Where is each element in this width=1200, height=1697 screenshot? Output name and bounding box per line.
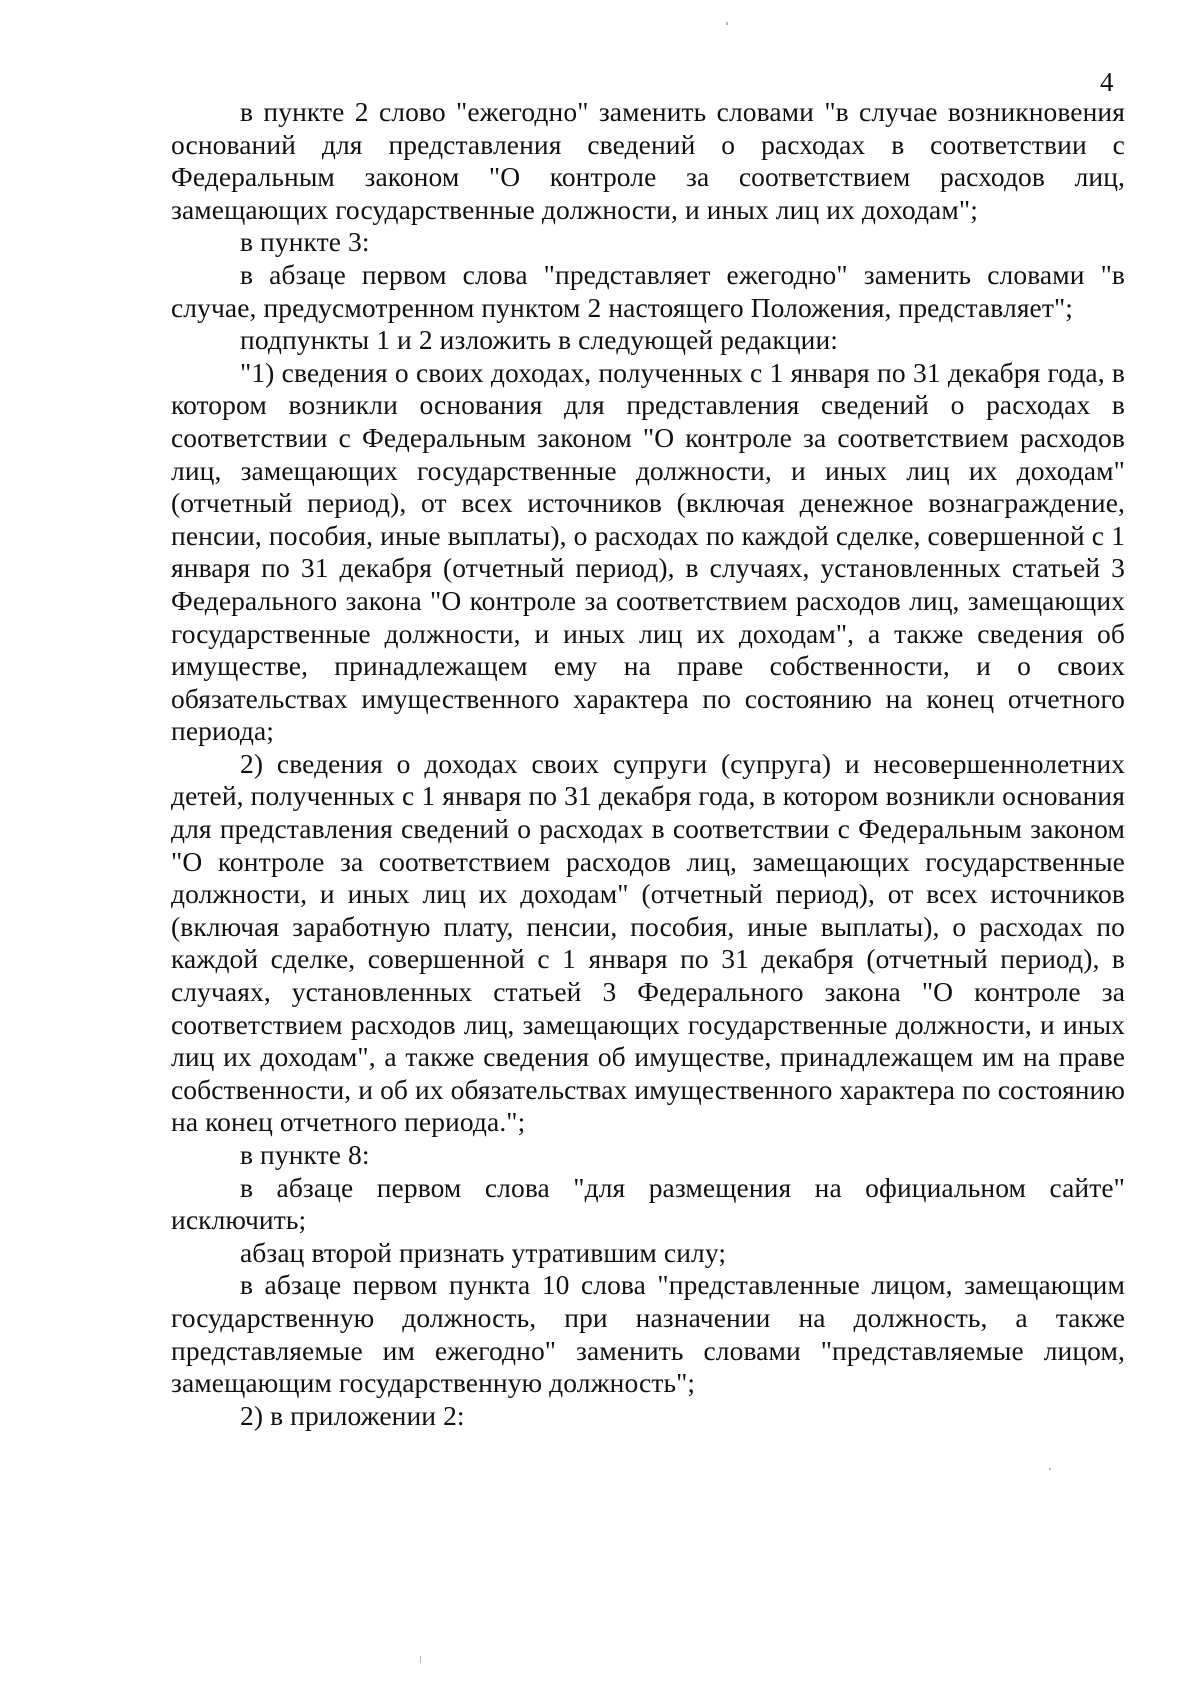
paragraph-punkt-3-heading: в пункте 3: bbox=[240, 226, 370, 258]
paragraph-prilozhenie-2: 2) в приложении 2: bbox=[240, 1399, 465, 1431]
paragraph-punkt-3-abzac-1: в абзаце первом слова "представляет ежегодно" заменить словами "в случае, предусмотренном пунктом 2 настоящего Положения, представляет"; bbox=[171, 258, 1125, 323]
scan-speck bbox=[726, 22, 728, 25]
paragraph-punkt-8-abzac-2: абзац второй признать утратившим силу; bbox=[240, 1236, 727, 1268]
paragraph-podpunkty-intro: подпункты 1 и 2 изложить в следующей редакции: bbox=[240, 324, 839, 356]
document-body bbox=[171, 96, 1125, 1432]
paragraph-punkt-8-abzac-1: в абзаце первом слова "для размещения на официальном сайте" исключить; bbox=[171, 1171, 1125, 1236]
paragraph-punkt-2: в пункте 2 слово "ежегодно" заменить словами "в случае возникновения оснований для представления сведений о расходах в соответствии с Федеральным законом "О контроле за соответствием расходов лиц, замещающих государственные должности, и иных лиц их доходам"; bbox=[171, 96, 1125, 225]
scan-speck bbox=[420, 1656, 421, 1663]
paragraph-podpunkt-1: "1) сведения о своих доходах, полученных с 1 января по 31 декабря года, в котором возникли основания для представления сведений о расходах в соответствии с Федеральным законом "О контроле за соответствием расходов лиц, замещающих государственные должности, и иных лиц их доходам" (отчетный период), от всех источников (включая денежное вознаграждение, пенсии, пособия, иные выплаты), о расходах по каждой сделке, совершенной с 1 января по 31 декабря (отчетный период), в случаях, установленных статьей 3 Федерального закона "О контроле за соответствием расходов лиц, замещающих государственные должности, и иных лиц их доходам", а также сведения об имуществе, принадлежащем ему на праве собственности, и о своих обязательствах имущественного характера по состоянию на конец отчетного периода; bbox=[171, 356, 1125, 747]
scan-speck bbox=[1049, 1468, 1051, 1470]
page-number: 4 bbox=[1100, 67, 1114, 97]
paragraph-podpunkt-2: 2) сведения о доходах своих супруги (супруга) и несовершеннолетних детей, полученных с 1 января по 31 декабря года, в котором возникли основания для представления сведений о расходах в соответствии с Федеральным законом "О контроле за соответствием расходов лиц, замещающих государственные должности, и иных лиц их доходам" (отчетный период), от всех источников (включая заработную плату, пенсии, пособия, иные выплаты), о расходах по каждой сделке, совершенной с 1 января по 31 декабря (отчетный период), в случаях, установленных статьей 3 Федерального закона "О контроле за соответствием расходов лиц, замещающих государственные должности, и иных лиц их доходам", а также сведения об имуществе, принадлежащем им на праве собственности, и об их обязательствах имущественного характера по состоянию на конец отчетного периода."; bbox=[171, 747, 1125, 1138]
paragraph-punkt-8-heading: в пункте 8: bbox=[240, 1139, 370, 1170]
paragraph-punkt-10: в абзаце первом пункта 10 слова "представленные лицом, замещающим государственную должность, при назначении на должность, а также представляемые им ежегодно" заменить словами "представляемые лицом, замещающим государственную должность"; bbox=[171, 1269, 1125, 1399]
